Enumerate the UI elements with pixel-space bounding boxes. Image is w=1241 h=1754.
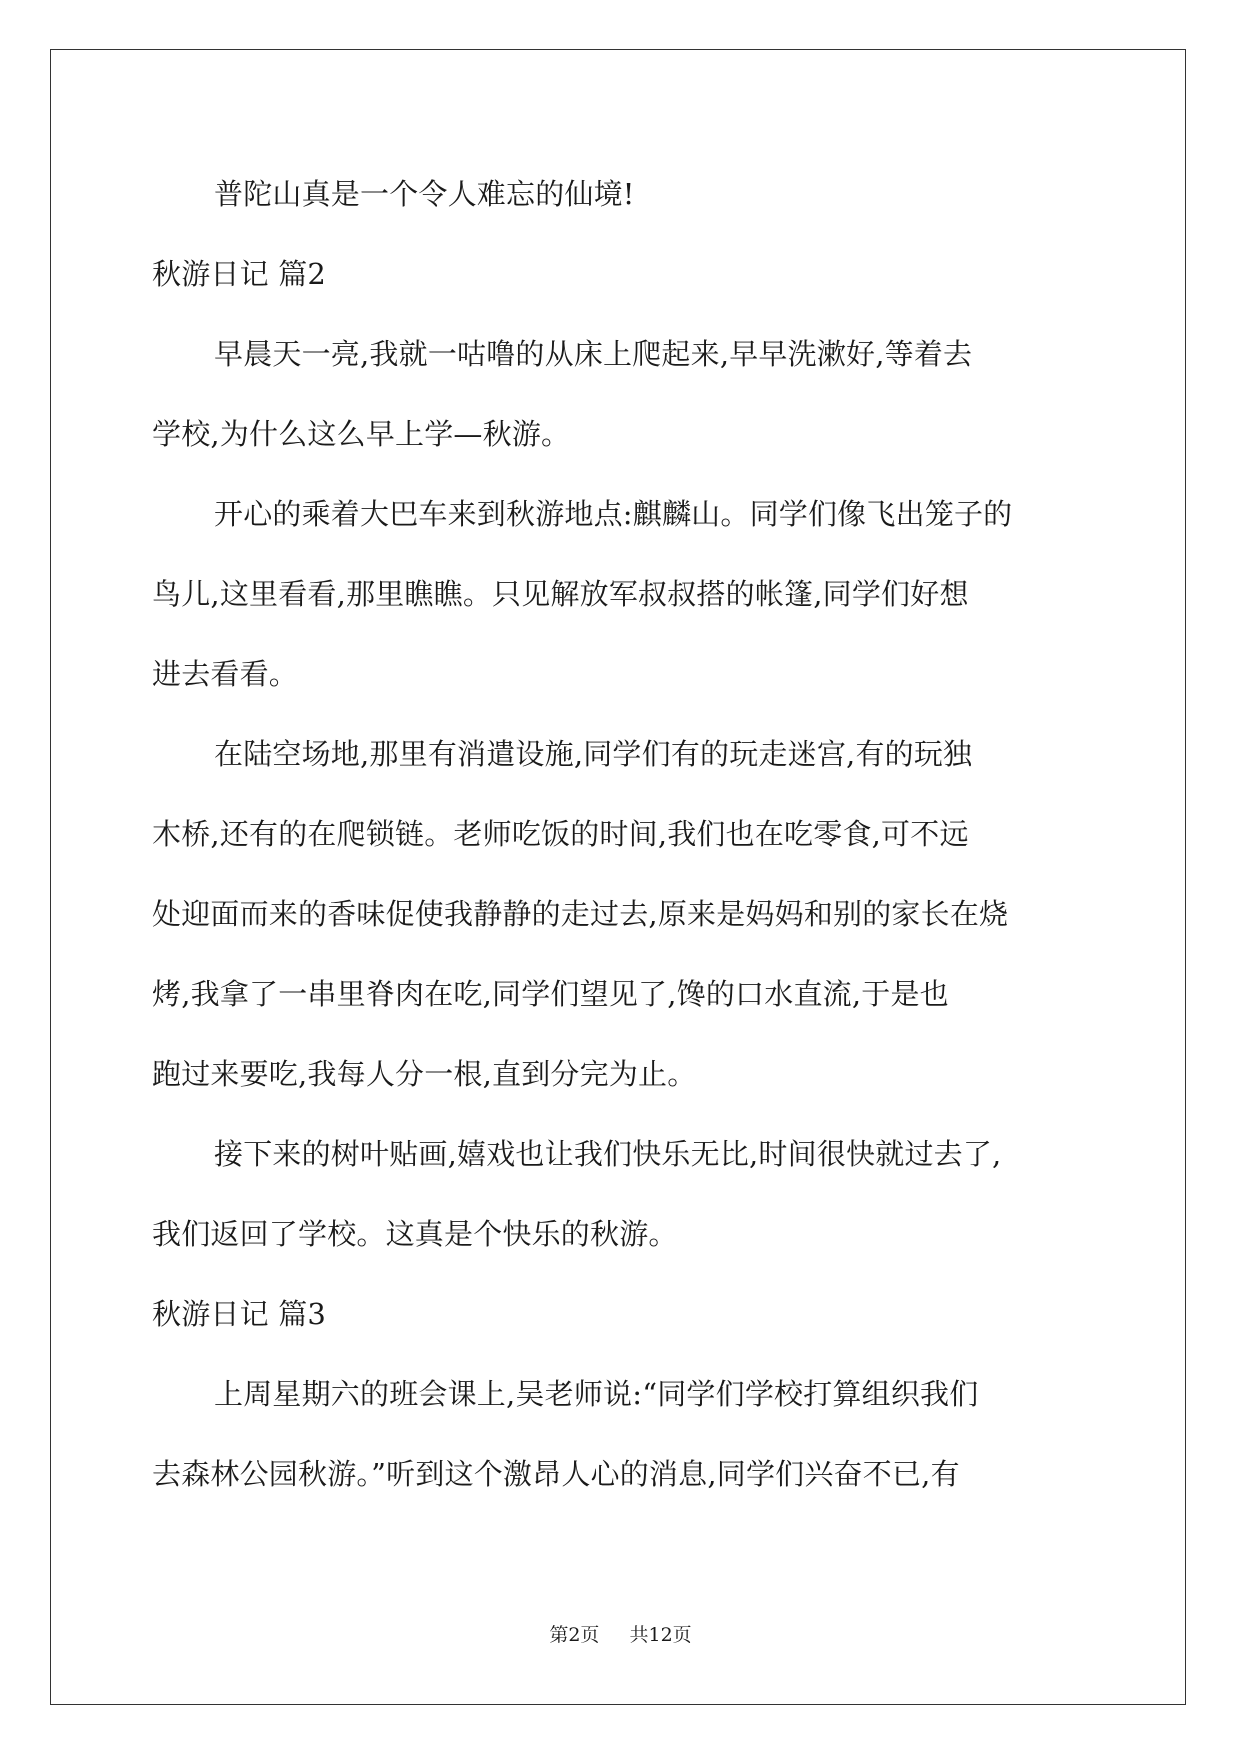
paragraph-line: 在陆空场地,那里有消遣设施,同学们有的玩走迷宫,有的玩独 [214, 737, 973, 771]
paragraph-line: 烤,我拿了一串里脊肉在吃,同学们望见了,馋的口水直流,于是也 [152, 977, 949, 1011]
page-total: 共12页 [629, 1624, 692, 1646]
section-heading: 秋游日记 篇3 [152, 1297, 327, 1331]
paragraph-line: 去森林公园秋游。”听到这个激昂人心的消息,同学们兴奋不已,有 [152, 1457, 960, 1491]
paragraph-line: 接下来的树叶贴画,嬉戏也让我们快乐无比,时间很快就过去了, [214, 1137, 1002, 1171]
section-heading: 秋游日记 篇2 [152, 257, 327, 291]
paragraph-line: 进去看看。 [152, 657, 299, 691]
page-number: 第2页 [549, 1624, 600, 1646]
paragraph-line: 跑过来要吃,我每人分一根,直到分完为止。 [152, 1057, 697, 1091]
paragraph-line: 鸟儿,这里看看,那里瞧瞧。只见解放军叔叔搭的帐篷,同学们好想 [152, 577, 969, 611]
paragraph-line: 木桥,还有的在爬锁链。老师吃饭的时间,我们也在吃零食,可不远 [152, 817, 969, 851]
paragraph-line: 上周星期六的班会课上,吴老师说:“同学们学校打算组织我们 [214, 1377, 979, 1411]
page-footer [0, 1623, 1241, 1647]
paragraph-line: 普陀山真是一个令人难忘的仙境! [214, 177, 635, 211]
paragraph-line: 处迎面而来的香味促使我静静的走过去,原来是妈妈和别的家长在烧 [152, 897, 1009, 931]
paragraph-line: 我们返回了学校。这真是个快乐的秋游。 [152, 1217, 678, 1251]
paragraph-line: 开心的乘着大巴车来到秋游地点:麒麟山。同学们像飞出笼子的 [214, 497, 1013, 531]
paragraph-line: 早晨天一亮,我就一咕噜的从床上爬起来,早早洗漱好,等着去 [214, 337, 973, 371]
paragraph-line: 学校,为什么这么早上学—秋游。 [152, 417, 571, 451]
